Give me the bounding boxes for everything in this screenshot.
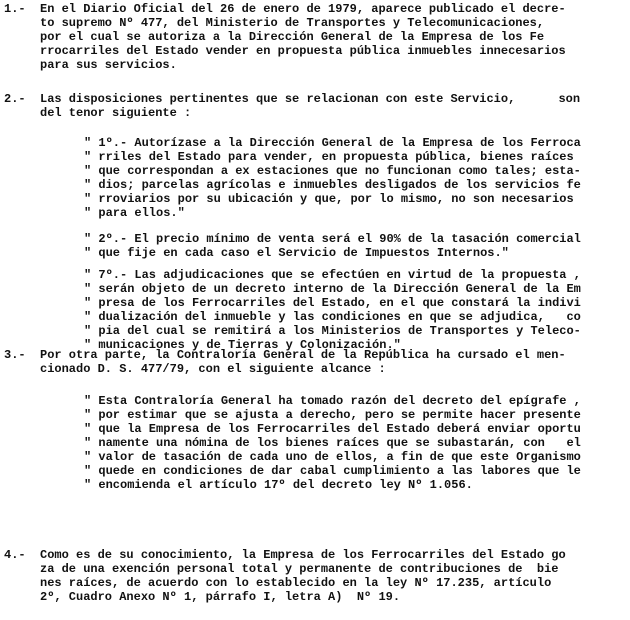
text-line: rrocarriles del Estado vender en propuesta pública inmuebles innecesarios (40, 44, 566, 58)
paragraph-number: 4.- (4, 548, 26, 562)
text-line: 2º, Cuadro Anexo Nº 1, párrafo I, letra A) Nº 19. (40, 590, 401, 604)
quote-article-1 (84, 136, 622, 220)
quote-line: " namente una nómina de los bienes raíces que se subastarán, con el (84, 436, 581, 450)
text-line: En el Diario Oficial del 26 de enero de 1979, aparece publicado el decre- (40, 2, 566, 16)
text-line: por el cual se autoriza a la Dirección General de la Empresa de los Fe (40, 30, 545, 44)
quote-line: " que correspondan a ex estaciones que no funcionan como tales; esta- (84, 164, 581, 178)
paragraph-body (40, 548, 626, 604)
text-line: Como es de su conocimiento, la Empresa de los Ferrocarriles del Estado go (40, 548, 566, 562)
quote-line: " dualización del inmueble y las condiciones en que se adjudica, co (84, 310, 581, 324)
quote-line: " presa de los Ferrocarriles del Estado, en el que constará la indivi (84, 296, 581, 310)
quote-line: " quede en condiciones de dar cabal cumplimiento a las labores que le (84, 464, 581, 478)
quote-line: " para ellos." (84, 206, 185, 220)
paragraph-body (40, 2, 626, 72)
quote-line: " rroviarios por su ubicación y que, por lo mismo, no son necesarios (84, 192, 574, 206)
quote-line: " encomienda el artículo 17º del decreto ley Nº 1.056. (84, 478, 473, 492)
quote-line: " 1º.- Autorízase a la Dirección General de la Empresa de los Ferroca (84, 136, 581, 150)
paragraph-number: 1.- (4, 2, 26, 16)
quote-article-2 (84, 232, 622, 260)
quote-line: " municaciones y de Tierras y Colonización." (84, 338, 401, 352)
quote-line: " 2º.- El precio mínimo de venta será el 90% de la tasación comercial (84, 232, 581, 246)
text-line: to supremo Nº 477, del Ministerio de Transportes y Telecomunicaciones, (40, 16, 545, 30)
text-line: nes raíces, de acuerdo con lo establecido en la ley Nº 17.235, artículo (40, 576, 552, 590)
text-line: cionado D. S. 477/79, con el siguiente alcance : (40, 362, 386, 376)
quote-line: " pia del cual se remitirá a los Ministerios de Transportes y Teleco- (84, 324, 581, 338)
text-line: del tenor siguiente : (40, 106, 192, 120)
text-line: Las disposiciones pertinentes que se relacionan con este Servicio, son (40, 92, 581, 106)
text-line: para sus servicios. (40, 58, 177, 72)
quote-line: " rriles del Estado para vender, en propuesta pública, bienes raíces (84, 150, 574, 164)
paragraph-number: 3.- (4, 348, 26, 362)
text-line: Por otra parte, la Contraloría General de la República ha cursado el men- (40, 348, 566, 362)
quote-line: " que la Empresa de los Ferrocarriles del Estado deberá enviar oportu (84, 422, 581, 436)
quote-line: " serán objeto de un decreto interno de la Dirección General de la Em (84, 282, 581, 296)
text-line: za de una exención personal total y permanente de contribuciones de bie (40, 562, 559, 576)
quote-line: " dios; parcelas agrícolas e inmuebles desligados de los servicios fe (84, 178, 581, 192)
paragraph-body (40, 348, 626, 376)
quote-line: " que fije en cada caso el Servicio de Impuestos Internos." (84, 246, 509, 260)
paragraph-body (40, 92, 626, 120)
quote-line: " por estimar que se ajusta a derecho, pero se permite hacer presente (84, 408, 581, 422)
quote-line: " 7º.- Las adjudicaciones que se efectúen en virtud de la propuesta , (84, 268, 581, 282)
quote-contraloria (84, 394, 622, 492)
paragraph-number: 2.- (4, 92, 26, 106)
quote-article-7 (84, 268, 622, 352)
quote-line: " Esta Contraloría General ha tomado razón del decreto del epígrafe , (84, 394, 581, 408)
quote-line: " valor de tasación de cada uno de ellos, a fin de que este Organismo (84, 450, 581, 464)
